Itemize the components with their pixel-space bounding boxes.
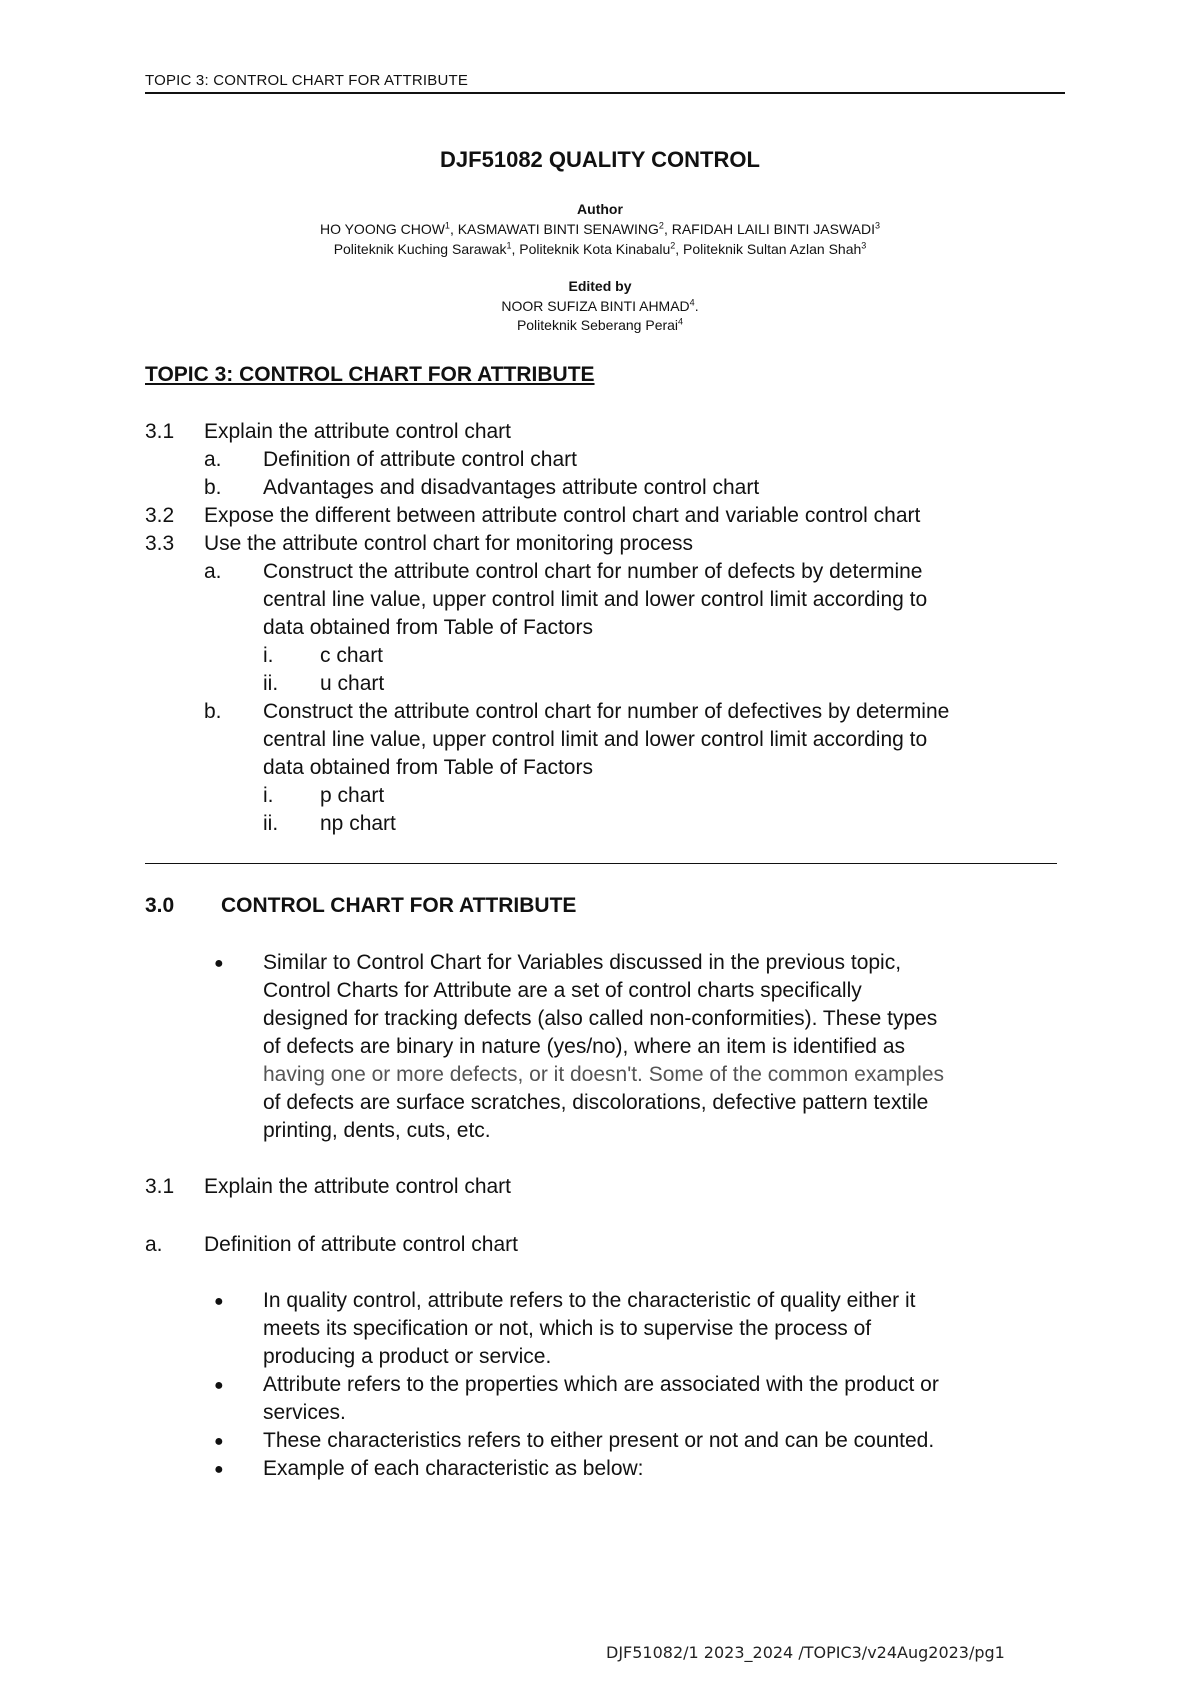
outline-sub-label: b. <box>204 700 222 723</box>
bullet-icon: ● <box>214 955 224 972</box>
outline-sub-label: a. <box>204 560 222 583</box>
outline-roman-item: p chart <box>320 784 385 807</box>
intro-paragraph-line: printing, dents, cuts, etc. <box>263 1119 491 1142</box>
editor-mark: 4 <box>689 297 695 308</box>
editor-institution-line <box>0 317 1200 333</box>
outline-sub-item-continued: central line value, upper control limit and lower control limit according to <box>263 588 928 611</box>
author-name: KASMAWATI BINTI SENAWING <box>457 221 659 237</box>
outline-item: Expose the different between attribute control chart and variable control chart <box>204 504 921 527</box>
author-affiliation-mark: 2 <box>658 220 664 231</box>
author-affiliation-mark: 3 <box>875 220 881 231</box>
topic-title: TOPIC 3: CONTROL CHART FOR ATTRIBUTE <box>145 363 595 386</box>
outline-sub-item: Advantages and disadvantages attribute control chart <box>263 476 760 499</box>
intro-paragraph-line: having one or more defects, or it doesn't. Some of the common examples <box>263 1063 945 1086</box>
outline-roman-label: i. <box>263 644 274 667</box>
outline-roman-label: i. <box>263 784 274 807</box>
outline-roman-item: u chart <box>320 672 385 695</box>
editor-suffix: . <box>694 298 699 314</box>
subsection-number: 3.1 <box>145 1175 175 1198</box>
author-label: Author <box>577 201 623 217</box>
intro-paragraph-line: of defects are binary in nature (yes/no), where an item is identified as <box>263 1035 905 1058</box>
editor-institution: Politeknik Seberang Perai <box>516 317 679 333</box>
outline-item: Use the attribute control chart for monitoring process <box>204 532 694 555</box>
editor-institution-mark: 4 <box>678 316 684 327</box>
outline-sub-item-continued: data obtained from Table of Factors <box>263 756 593 779</box>
author-affiliation-mark: 1 <box>444 220 450 231</box>
subheading-title: Definition of attribute control chart <box>204 1233 518 1256</box>
institution-name: Politeknik Kuching Sarawak <box>333 241 507 257</box>
subsection-title: Explain the attribute control chart <box>204 1175 512 1198</box>
outline-number: 3.1 <box>145 420 175 443</box>
author-name: HO YOONG CHOW <box>319 221 445 237</box>
outline-sub-item-continued: central line value, upper control limit and lower control limit according to <box>263 728 928 751</box>
outline-number: 3.2 <box>145 504 175 527</box>
bullet-line: Example of each characteristic as below: <box>263 1457 644 1480</box>
editor-name-line <box>0 298 1200 314</box>
outline-sub-item: Construct the attribute control chart for number of defects by determine <box>263 560 923 583</box>
bullet-icon: ● <box>214 1293 224 1310</box>
editor-label: Edited by <box>568 278 632 294</box>
author-name: RAFIDAH LAILI BINTI JASWADI <box>671 221 876 237</box>
outline-roman-label: ii. <box>263 672 279 695</box>
institution-list: Politeknik Kuching Sarawak$^1$, Politeknik Kota Kinabalu$^2$, Politeknik Sultan Azlan Shah$^3$ <box>333 240 867 257</box>
outline-roman-item: np chart <box>320 812 396 835</box>
outline-sub-item-continued: data obtained from Table of Factors <box>263 616 593 639</box>
section-number: 3.0 <box>145 894 175 917</box>
outline-sub-item: Definition of attribute control chart <box>263 448 577 471</box>
outline-roman-item: c chart <box>320 644 384 667</box>
running-header: TOPIC 3: CONTROL CHART FOR ATTRIBUTE <box>145 72 469 89</box>
intro-paragraph-line: Similar to Control Chart for Variables discussed in the previous topic, <box>263 951 902 974</box>
bullet-line: producing a product or service. <box>263 1345 552 1368</box>
institution-name: Politeknik Sultan Azlan Shah <box>683 241 862 257</box>
page-footer: DJF51082/1 2023_2024 /TOPIC3/v24Aug2023/pg1 <box>606 1643 1005 1662</box>
outline-roman-label: ii. <box>263 812 279 835</box>
outline-item: Explain the attribute control chart <box>204 420 512 443</box>
bullet-line: These characteristics refers to either present or not and can be counted. <box>263 1429 935 1452</box>
section-title: CONTROL CHART FOR ATTRIBUTE <box>221 894 577 917</box>
intro-paragraph-line: designed for tracking defects (also called non-conformities). These types <box>263 1007 938 1030</box>
section-divider <box>145 863 1057 864</box>
bullet-line: In quality control, attribute refers to the characteristic of quality either it <box>263 1289 916 1312</box>
institution-name: Politeknik Kota Kinabalu <box>519 241 671 257</box>
bullet-line: meets its specification or not, which is to supervise the process of <box>263 1317 872 1340</box>
bullet-icon: ● <box>214 1461 224 1478</box>
course-title: DJF51082 QUALITY CONTROL <box>440 147 760 172</box>
institution-mark: 3 <box>861 240 867 251</box>
bullet-icon: ● <box>214 1433 224 1450</box>
outline-sub-label: a. <box>204 448 222 471</box>
editor-name: NOOR SUFIZA BINTI AHMAD <box>501 298 690 314</box>
subheading-label: a. <box>145 1233 163 1256</box>
author-list: HO YOONG CHOW$^1$, KASMAWATI BINTI SENAWING$^2$, RAFIDAH LAILI BINTI JASWADI$^3$ <box>319 220 881 237</box>
intro-paragraph-line: of defects are surface scratches, discolorations, defective pattern textile <box>263 1091 929 1114</box>
header-rule <box>145 92 1065 94</box>
bullet-icon: ● <box>214 1377 224 1394</box>
bullet-line: Attribute refers to the properties which are associated with the product or <box>263 1373 939 1396</box>
institution-mark: 1 <box>506 240 512 251</box>
outline-number: 3.3 <box>145 532 175 555</box>
outline-sub-item: Construct the attribute control chart for number of defectives by determine <box>263 700 950 723</box>
bullet-line: services. <box>263 1401 346 1424</box>
institution-mark: 2 <box>670 240 676 251</box>
intro-paragraph-line: Control Charts for Attribute are a set of control charts specifically <box>263 979 862 1002</box>
outline-sub-label: b. <box>204 476 222 499</box>
